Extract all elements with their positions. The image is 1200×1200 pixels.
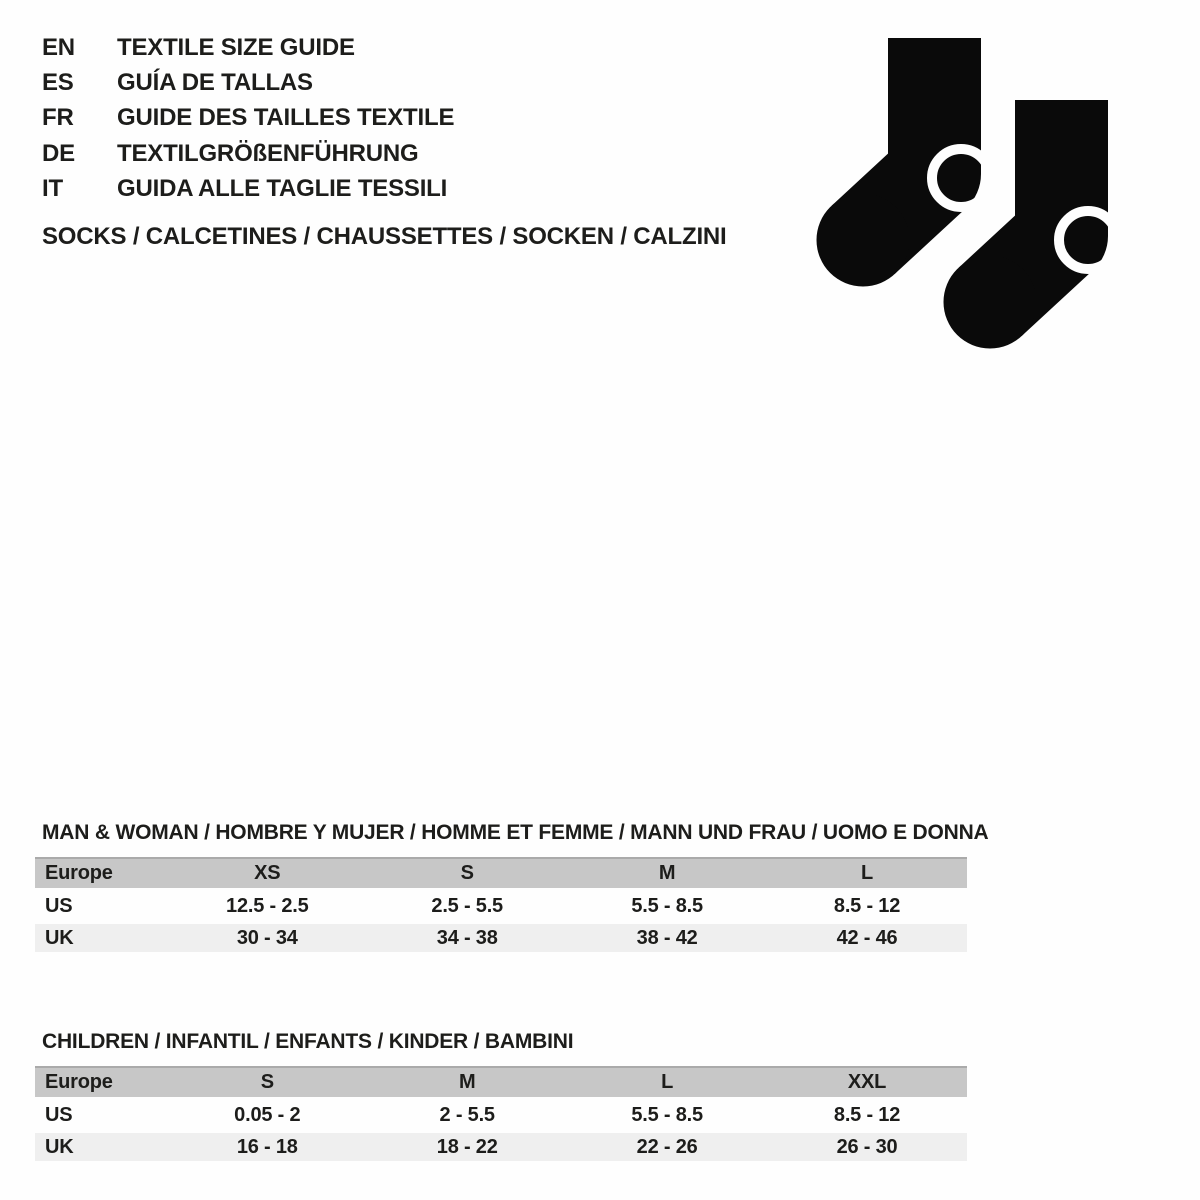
language-code: DE <box>42 139 75 167</box>
row-label: US <box>45 894 73 917</box>
language-code: FR <box>42 104 74 132</box>
language-row-it <box>42 172 454 207</box>
column-header-size: XXL <box>847 1071 887 1093</box>
size-value: 18 - 22 <box>436 1135 498 1158</box>
column-header-size: L <box>861 862 874 884</box>
language-code: ES <box>42 69 74 97</box>
language-row-en <box>42 30 454 65</box>
language-row-fr <box>42 101 454 136</box>
row-label: UK <box>45 926 74 949</box>
sock-left <box>817 38 991 287</box>
column-header-size: S <box>260 1071 274 1093</box>
guide-title-fr: GUIDE DES TAILLES TEXTILE <box>117 104 455 132</box>
size-value: 2 - 5.5 <box>439 1103 495 1126</box>
column-header-size: L <box>661 1071 674 1093</box>
column-header-size: M <box>658 862 676 884</box>
language-row-es <box>42 65 454 100</box>
table-header-row <box>35 857 967 888</box>
size-value: 8.5 - 12 <box>833 894 901 917</box>
column-header-region: Europe <box>45 1071 113 1093</box>
table-row-us <box>35 892 967 920</box>
row-label: US <box>45 1103 73 1126</box>
size-table-man-woman <box>35 857 967 956</box>
language-code: EN <box>42 33 75 61</box>
size-value: 12.5 - 2.5 <box>226 894 309 917</box>
socks-icon <box>808 12 1143 362</box>
size-value: 16 - 18 <box>236 1135 298 1158</box>
size-value: 26 - 30 <box>836 1135 898 1158</box>
size-table-children <box>35 1066 967 1165</box>
table-row-uk <box>35 924 967 952</box>
table-row-uk <box>35 1133 967 1161</box>
language-code: IT <box>42 175 63 203</box>
language-row-de <box>42 136 454 171</box>
size-value: 42 - 46 <box>836 926 898 949</box>
table-header-row <box>35 1066 967 1097</box>
product-type-line: SOCKS / CALCETINES / CHAUSSETTES / SOCKEN / CALZINI <box>42 223 727 250</box>
section-title-children: CHILDREN / INFANTIL / ENFANTS / KINDER / BAMBINI <box>42 1030 574 1053</box>
column-header-size: S <box>460 862 474 884</box>
size-value: 8.5 - 12 <box>833 1103 901 1126</box>
size-value: 5.5 - 8.5 <box>631 894 703 917</box>
column-header-size: M <box>458 1071 476 1093</box>
column-header-region: Europe <box>45 862 113 884</box>
size-value: 30 - 34 <box>236 926 298 949</box>
size-value: 0.05 - 2 <box>234 1103 301 1126</box>
guide-title-en: TEXTILE SIZE GUIDE <box>117 33 355 61</box>
language-legend <box>42 30 454 207</box>
column-header-size: XS <box>254 862 281 884</box>
size-value: 5.5 - 8.5 <box>631 1103 703 1126</box>
row-label: UK <box>45 1135 74 1158</box>
table-row-us <box>35 1101 967 1129</box>
guide-title-es: GUÍA DE TALLAS <box>117 69 313 97</box>
guide-title-de: TEXTILGRÖßENFÜHRUNG <box>117 139 419 167</box>
size-value: 38 - 42 <box>636 926 698 949</box>
section-title-man-woman: MAN & WOMAN / HOMBRE Y MUJER / HOMME ET FEMME / MANN UND FRAU / UOMO E DONNA <box>42 821 989 844</box>
size-value: 34 - 38 <box>436 926 498 949</box>
size-value: 2.5 - 5.5 <box>431 894 503 917</box>
size-value: 22 - 26 <box>636 1135 698 1158</box>
guide-title-it: GUIDA ALLE TAGLIE TESSILI <box>117 175 448 203</box>
